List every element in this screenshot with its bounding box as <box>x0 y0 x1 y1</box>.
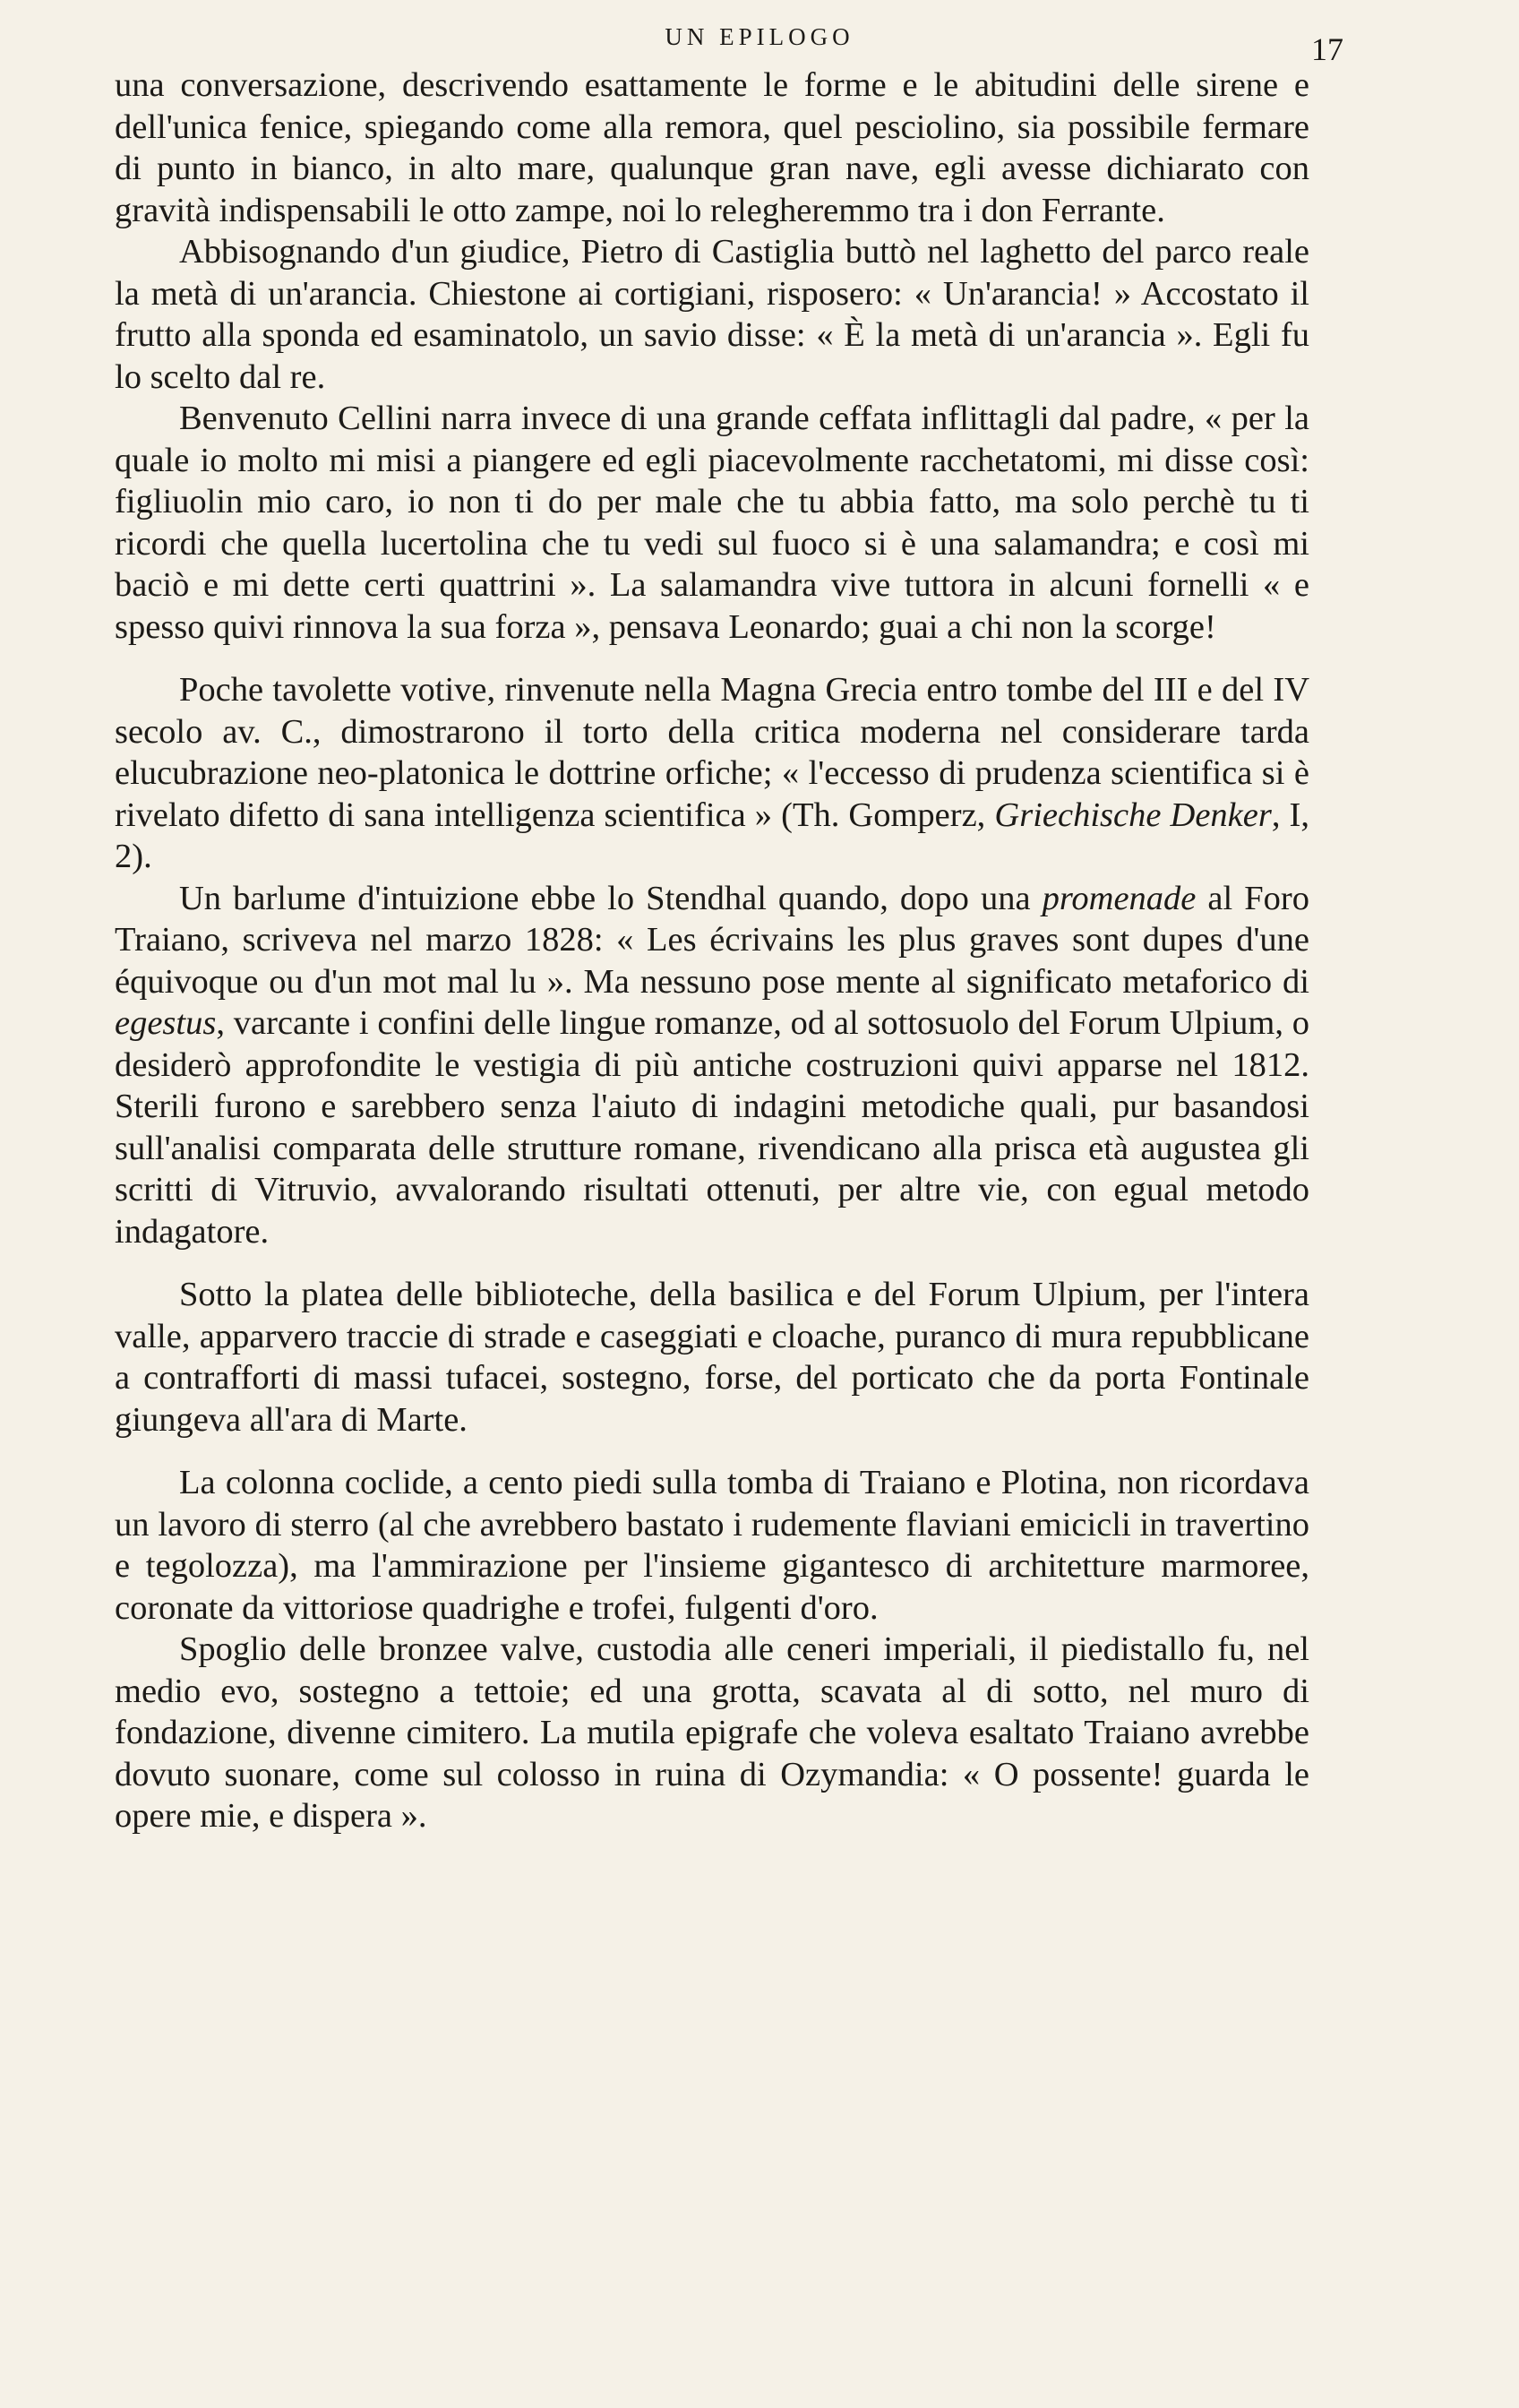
citation-title: Griechische Denker <box>994 796 1272 834</box>
page-number: 17 <box>1311 31 1343 67</box>
paragraph-2: Abbisognando d'un giudice, Pietro di Castiglia buttò nel laghetto del parco reale la metà di un'arancia. Chiestone ai cortigiani, risposero: « Un'arancia! » Accostato il frutto alla sponda ed esaminatolo, un savio disse: « È la metà di un'arancia ». Egli fu lo scelto dal re. <box>115 233 1309 396</box>
italic-word-promenade: promenade <box>1042 879 1197 917</box>
paragraph-6: Sotto la platea delle biblioteche, della basilica e del Forum Ulpium, per l'intera valle, apparvero traccie di strade e caseggiati e cloache, puranco di mura repubblicane a contrafforti di massi tufacei, sostegno, forse, del porticato che da porta Fontinale giungeva all'ara di Marte. <box>115 1276 1309 1439</box>
running-title: UN EPILOGO <box>665 23 854 50</box>
body-text <box>115 64 1309 1837</box>
paragraph-5-text: Un barlume d'intuizione ebbe lo Stendhal quando, dopo una <box>179 879 1043 917</box>
paragraph-7: La colonna coclide, a cento piedi sulla tomba di Traiano e Plotina, non ricordava un lavoro di sterro (al che avrebbero bastato i rudemente flaviani emicicli in travertino e tegolozza), ma l'ammirazione per l'insieme gigantesco di architetture marmoree, coronate da vittoriose quadrighe e trofei, fulgenti d'oro. <box>115 1464 1309 1627</box>
paragraph-5-text-end: , varcante i confini delle lingue romanze, od al sottosuolo del Forum Ulpium, o desiderò approfondite le vestigia di più antiche costruzioni quivi apparse nel 1812. Sterili furono e sarebbero senza l'aiuto di indagini metodiche quali, pur basandosi sull'analisi comparata delle strutture romane, rivendicano alla prisca età augustea gli scritti di Vitruvio, avvalorando risultati ottenuti, per altre vie, con egual metodo indagatore. <box>115 1004 1309 1251</box>
paragraph-4-text-end: , I, 2). <box>115 796 1309 875</box>
paragraph-3: Benvenuto Cellini narra invece di una grande ceffata inflittagli dal padre, « per la quale io molto mi misi a piangere ed egli piacevolmente racchetatomi, mi disse così: figliuolin mio caro, io non ti do per male che tu abbia fatto, ma solo perchè tu ti ricordi che quella lucertolina che tu vedi sul fuoco si è una salamandra; e così mi baciò e mi dette certi quattrini ». La salamandra vive tuttora in alcuni fornelli « e spesso quivi rinnova la sua forza », pensava Leonardo; guai a chi non la scorge! <box>115 400 1309 646</box>
paragraph-8: Spoglio delle bronzee valve, custodia alle ceneri imperiali, il piedistallo fu, nel medio evo, sostegno a tettoie; ed una grotta, scavata al di sotto, nel muro di fondazione, divenne cimitero. La mutila epigrafe che voleva esaltato Traiano avrebbe dovuto suonare, come sul colosso in ruina di Ozymandia: « O possente! guarda le opere mie, e dispera ». <box>115 1630 1309 1835</box>
italic-word-egestus: egestus <box>115 1004 217 1042</box>
paragraph-4 <box>115 669 1309 878</box>
paragraph-5-text-middle: al Foro Traiano, scriveva nel marzo 1828: « Les écrivains les plus graves sont dupes d'une équivoque ou d'un mot mal lu ». Ma nessuno pose mente al significato metaforico di <box>115 879 1309 1001</box>
paragraph-1: una conversazione, descrivendo esattamente le forme e le abitudini delle sirene e dell'unica fenice, spiegando come alla remora, quel pesciolino, sia possibile fermare di punto in bianco, in alto mare, qualunque gran nave, egli avesse dichiarato con gravità indispensabili le otto zampe, noi lo relegheremmo tra i don Ferrante. <box>115 66 1309 229</box>
paragraph-4-text: Poche tavolette votive, rinvenute nella Magna Grecia entro tombe del III e del IV secolo av. C., dimostrarono il torto della critica moderna nel considerare tarda elucubrazione neo-platonica le dottrine orfiche; « l'eccesso di prudenza scientifica si è rivelato difetto di sana intelligenza scientifica » (Th. Gomperz, <box>115 671 1309 834</box>
paragraph-5 <box>115 878 1309 1253</box>
